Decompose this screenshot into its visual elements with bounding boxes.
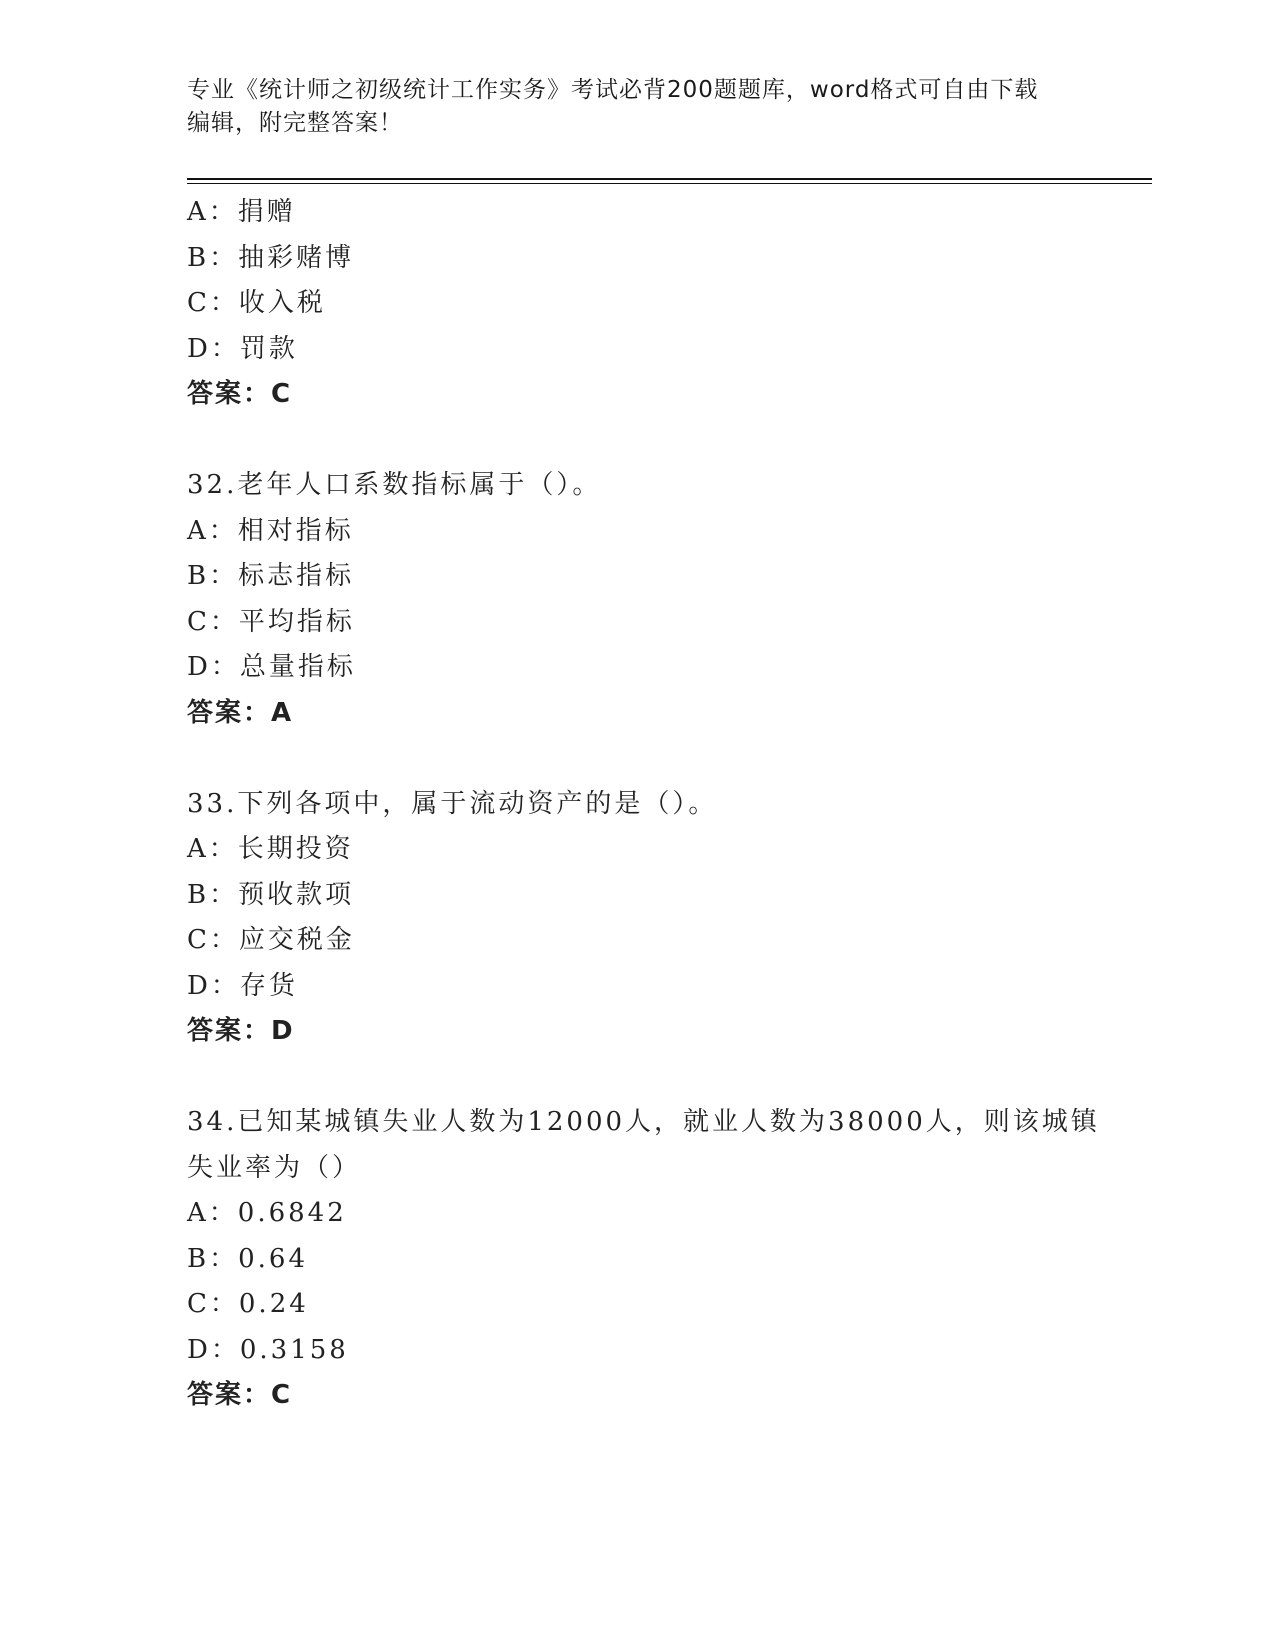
answer: 答案：D: [187, 1016, 295, 1046]
spacer: [187, 1055, 1127, 1101]
option-c: C：收入税: [187, 288, 326, 318]
question-33: [187, 782, 1127, 1055]
document-header: [187, 74, 1087, 140]
option-c: C：0.24: [187, 1289, 309, 1319]
option-b: B：预收款项: [187, 879, 355, 910]
option-b: B：抽彩赌博: [187, 242, 355, 273]
question-title: 32.老年人口系数指标属于（）。: [187, 470, 602, 500]
question-title: 33.下列各项中，属于流动资产的是（）。: [187, 788, 718, 819]
header-line-1: 专业《统计师之初级统计工作实务》考试必背200题题库，word格式可自由下载: [187, 77, 1039, 103]
header-line-2: 编辑，附完整答案！: [187, 110, 403, 136]
question-title-line-2: 失业率为（）: [187, 1152, 362, 1183]
question-31: [187, 190, 1127, 418]
question-34: [187, 1100, 1127, 1419]
option-d: D：总量指标: [187, 652, 356, 682]
option-c: C：应交税金: [187, 925, 355, 955]
header-divider-thick: [187, 178, 1152, 180]
option-c: C：平均指标: [187, 606, 355, 637]
option-d: D：存货: [187, 970, 298, 1001]
option-a: A：0.6842: [187, 1198, 347, 1228]
answer: 答案：A: [187, 697, 294, 728]
option-a: A：长期投资: [187, 834, 354, 864]
answer: 答案：C: [187, 1380, 293, 1410]
spacer: [187, 418, 1127, 464]
header-divider-thin: [187, 183, 1152, 184]
answer: 答案：C: [187, 379, 293, 409]
option-b: B：标志指标: [187, 561, 355, 591]
option-d: D：罚款: [187, 333, 298, 364]
question-title-line-1: 34.已知某城镇失业人数为12000人，就业人数为38000人，则该城镇: [187, 1107, 1100, 1137]
option-d: D：0.3158: [187, 1334, 349, 1365]
question-list: [187, 190, 1127, 1419]
question-32: [187, 463, 1127, 736]
spacer: [187, 736, 1127, 782]
option-a: A：捐赠: [187, 197, 296, 227]
option-b: B：0.64: [187, 1243, 308, 1274]
option-a: A：相对指标: [187, 515, 354, 546]
